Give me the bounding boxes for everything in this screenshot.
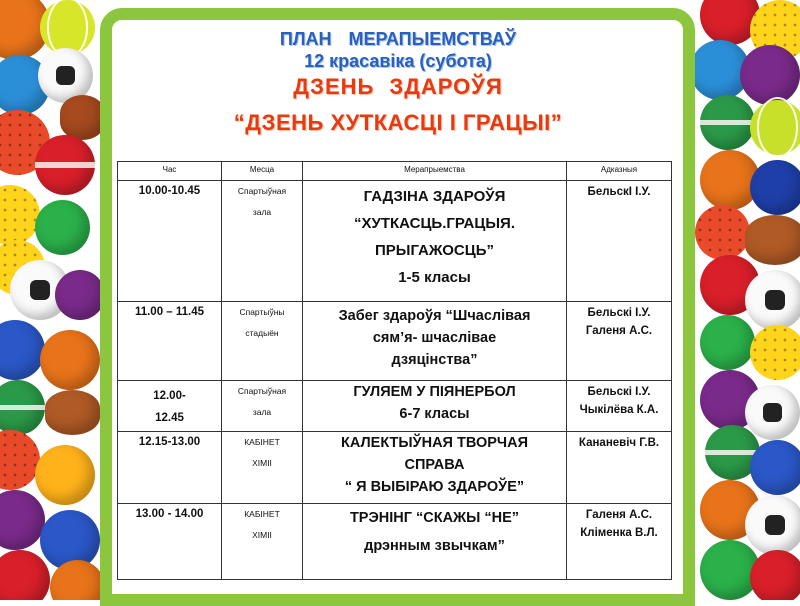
basketball-icon	[750, 550, 800, 600]
time-line: 12.45	[155, 412, 184, 424]
pickleball-icon	[0, 430, 40, 490]
football-icon	[45, 390, 100, 435]
basketball-icon	[50, 560, 105, 600]
cricket-ball-icon	[35, 135, 95, 195]
responsible-name: БельскІ І.У.	[587, 186, 651, 198]
event-line: ТРЭНІНГ “СКАЖЫ “НЕ”	[349, 510, 520, 526]
soccer-ball-icon	[745, 495, 800, 555]
place-line: зала	[252, 207, 272, 217]
table-row	[118, 504, 672, 580]
place-cell	[222, 181, 303, 302]
responsible-cell	[567, 504, 672, 580]
event-cell	[303, 432, 567, 504]
pickleball-icon	[0, 185, 40, 245]
place-line: зала	[252, 407, 272, 417]
place-line: КАБІНЕТ	[244, 509, 280, 519]
cricket-ball-icon	[0, 380, 45, 435]
place-line: стадыён	[245, 328, 279, 338]
responsible-cell	[567, 432, 672, 504]
place-line: ХІМІІ	[252, 458, 272, 468]
responsible-name: Бельскі І.У.	[587, 386, 651, 398]
table-row	[118, 302, 672, 381]
place-line: Спартыўная	[237, 386, 287, 396]
responsible-name: Галеня А.С.	[585, 325, 653, 337]
event-line: ГАДЗІНА ЗДАРОЎЯ	[363, 188, 506, 205]
plan-title: ПЛАН МЕРАПЫЕМСТВАЎ	[279, 29, 517, 49]
responsible-name: Кананевіч Г.В.	[578, 437, 660, 449]
responsible-cell	[567, 381, 672, 432]
event-line: дзяцінства”	[391, 352, 478, 368]
time-cell: 11.00 – 11.45	[118, 302, 222, 381]
event-line: ГУЛЯЕМ У ПІЯНЕРБОЛ	[353, 384, 516, 400]
responsible-name: Бельскі І.У.	[587, 307, 651, 319]
responsible-cell	[567, 181, 672, 302]
tennis-ball-icon	[40, 0, 95, 55]
responsible-name: Чыкілёва К.А.	[579, 404, 659, 416]
event-line: 6-7 класы	[399, 406, 470, 422]
football-icon	[60, 95, 105, 140]
place-cell	[222, 381, 303, 432]
place-cell	[222, 432, 303, 504]
place-cell	[222, 302, 303, 381]
event-cell	[303, 181, 567, 302]
place-line: Спартыўная	[237, 186, 287, 196]
column-header-place: Месца	[222, 162, 303, 181]
day-motto: “ДЗЕНЬ ХУТКАСЦІ І ГРАЦЫІ”	[233, 110, 563, 135]
column-header-time: Час	[118, 162, 222, 181]
page-header	[112, 28, 684, 138]
bowling-ball-icon	[35, 445, 95, 505]
event-line: 1-5 класы	[398, 269, 471, 286]
place-line: КАБІНЕТ	[244, 437, 280, 447]
time-line: 12.00-	[153, 390, 186, 402]
basketball-icon	[55, 270, 105, 320]
bowling-ball-icon	[750, 160, 800, 215]
event-line: КАЛЕКТЫЎНАЯ ТВОРЧАЯ	[340, 435, 529, 451]
place-line: Спартыўны	[239, 307, 285, 317]
table-row	[118, 432, 672, 504]
responsible-cell	[567, 302, 672, 381]
responsible-name: Кліменка В.Л.	[580, 527, 658, 539]
event-cell	[303, 302, 567, 381]
event-line: Забег здароўя “Шчаслівая	[338, 308, 531, 324]
pickleball-icon	[695, 205, 750, 260]
place-cell	[222, 504, 303, 580]
volleyball-icon	[700, 315, 755, 370]
bowling-ball-icon	[0, 320, 45, 380]
table-header-row	[118, 162, 672, 181]
volleyball-icon	[740, 45, 800, 105]
time-cell: 13.00 - 14.00	[118, 504, 222, 580]
soccer-ball-icon	[745, 385, 800, 440]
column-header-responsible: Адказныя	[567, 162, 672, 181]
event-line: “ Я ВЫБІРАЮ ЗДАРОЎЕ”	[344, 479, 525, 495]
basketball-icon	[40, 330, 100, 390]
cricket-ball-icon	[700, 95, 755, 150]
table-row	[118, 381, 672, 432]
day-title: ДЗЕНЬ ЗДАРОЎЯ	[293, 74, 503, 99]
time-cell: 12.15-13.00	[118, 432, 222, 504]
responsible-name: Галеня А.С.	[585, 509, 653, 521]
column-header-event: Мерапрыемства	[303, 162, 567, 181]
basketball-icon	[0, 490, 45, 550]
schedule-table	[117, 161, 672, 580]
pickleball-icon	[750, 325, 800, 380]
time-cell: 10.00-10.45	[118, 181, 222, 302]
event-line: ПРЫГАЖОСЦЬ”	[375, 242, 494, 259]
volleyball-icon	[35, 200, 90, 255]
event-line: “ХУТКАСЦЬ.ГРАЦЫЯ.	[354, 215, 515, 232]
basketball-icon	[0, 550, 50, 600]
event-line: сям’я- шчаслівае	[372, 330, 497, 346]
event-cell	[303, 504, 567, 580]
bowling-ball-icon	[750, 440, 800, 495]
tennis-ball-icon	[750, 100, 800, 155]
time-cell	[118, 381, 222, 432]
event-line: дрэнным звычкам”	[364, 538, 505, 554]
soccer-ball-icon	[745, 270, 800, 330]
event-line: СПРАВА	[404, 457, 465, 473]
place-line: ХІМІІ	[252, 530, 272, 540]
football-icon	[745, 215, 800, 265]
date-subtitle: 12 красавіка (субота)	[304, 51, 492, 71]
event-cell	[303, 381, 567, 432]
table-row	[118, 181, 672, 302]
